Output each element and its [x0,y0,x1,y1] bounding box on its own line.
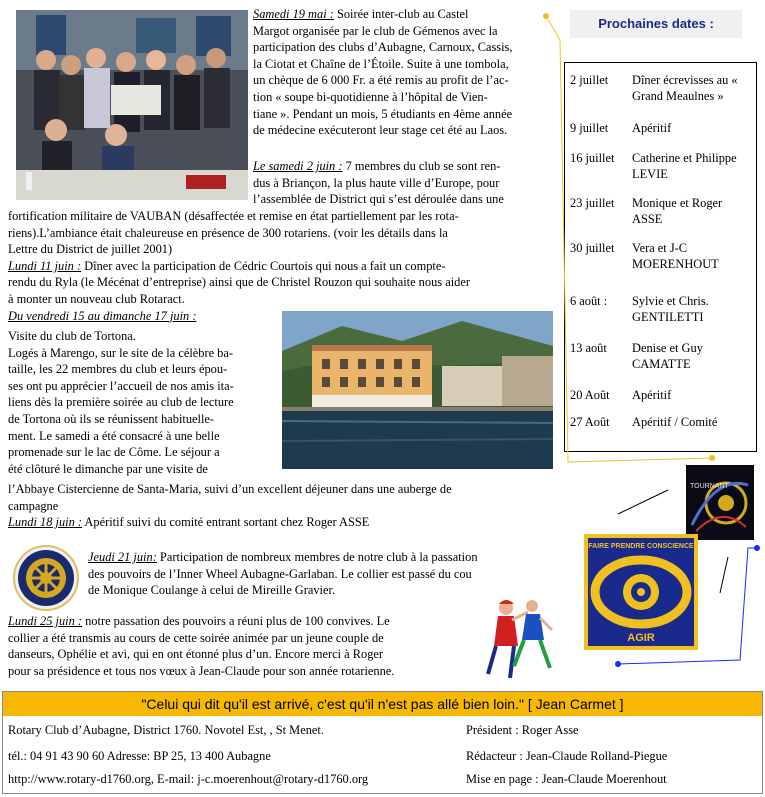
footer-web: http://www.rotary-d1760.org, E-mail: j-c.moerenhout@rotary-d1760.org [8,772,369,786]
quote-banner: "Celui qui dit qu'il est arrivé, c'est qu'il n'est pas allé bien loin." [ Jean Carmet ] [2,691,763,718]
footer-redacteur: Rédacteur : Jean-Claude Rolland-Piegue [466,749,668,763]
agir-logo [584,534,698,650]
article-text: rendu du Ryla (le Mécénat d’entreprise) ainsi que de Christel Rouzon qui souhaite nous aider [8,275,470,290]
schedule-date: 27 Août [570,415,610,429]
article-text: l’Abbaye Cistercienne de Santa-Maria, suivi d’un excellent déjeuner dans une auberge de [8,482,452,496]
article-text: tiane ». Pendant un mois, 5 étudiants en 4ème année [253,106,513,121]
article-text: des pouvoirs de l’Inner Wheel Aubagne-Garlaban. Le collier est passé du cou [88,566,472,581]
article-text: ment. Le samedi a été consacré à une belle [8,428,220,443]
article-text: danseurs, Ophélie et avi, qui en ont étonné plus d’un. Encore merci à Roger [8,647,384,662]
schedule-date: 9 juillet [570,121,609,135]
article-text: pour sa présidence et tous nos vœux à Jean-Claude pour son année rotarienne. [8,663,395,678]
article-date: Lundi 18 juin : [8,515,83,530]
schedule-title: Prochaines dates : [570,10,742,38]
article-text: de Tortona où ils se réunissent habituelle- [8,411,215,426]
article-text: un chèque de 6 000 Fr. a été remis au profit de l’ac- [253,73,509,88]
article-text: Apéritif suivi du comité entrant sortant chez Roger ASSE [82,515,370,530]
tournant-logo [686,465,754,540]
agir-logo-top-text: FAIRE PRENDRE CONSCIENCE [588,543,694,550]
article-text: participation des clubs d’Aubagne, Carnoux, Cassis, [253,40,513,55]
schedule-date: 20 Août [570,388,610,402]
schedule-date: 6 août : [570,294,608,308]
article-text: Margot organisée par le club de Gémenos avec la [253,23,498,38]
article-text: été clôturé le dimanche par une visite de [8,461,208,476]
article-text: l’assemblée de District qui s’est déroulée dans une [253,192,504,207]
schedule-event: Sylvie et Chris. GENTILETTI [632,294,709,324]
article-text: campagne [8,498,59,513]
article-text: ses ont pu apprécier l’accueil de nos amis ita- [8,378,234,393]
schedule-date: 16 juillet [570,151,615,165]
article-text: dus à Briançon, la plus haute ville d’Europe, pour [253,175,500,190]
article-text: Soirée inter-club au Castel [333,7,469,21]
footer-president: Président : Roger Asse [466,723,579,737]
article-text: promenade sur le lac de Côme. Le séjour a [8,445,220,460]
article-text: Participation de nombreux membres de notre club à la passation [156,550,478,564]
article-text: fortification militaire de VAUBAN (désaffectée et remise en état partiellement par les rota- [8,209,459,223]
article-text: Lettre du District de juillet 2001) [8,242,173,257]
article-date: Lundi 11 juin : [8,258,82,273]
article-text: 7 membres du club se sont ren- [342,159,501,173]
article-text: à monter un nouveau club Rotaract. [8,291,185,306]
article-text: riens).L’ambiance était chaleureuse en présence de 300 rotariens. (voir les détails dans la [8,225,448,240]
schedule-event: Denise et Guy CAMATTE [632,341,703,371]
schedule-date: 23 juillet [570,196,615,210]
schedule-event: Apéritif / Comité [632,415,718,429]
agir-logo-bottom-text: AGIR [627,632,655,644]
schedule-date: 13 août [570,341,607,355]
article-date: Jeudi 21 juin: [88,550,157,564]
article-text: de médecine exécuteront leur stage cet été au Laos. [253,123,508,138]
footer-mise-en-page: Mise en page : Jean-Claude Moerenhout [466,772,667,786]
article-date: Du vendredi 15 au dimanche 17 juin : [8,308,197,323]
schedule-event: Catherine et Philippe LEVIE [632,151,737,181]
schedule-event: Monique et Roger ASSE [632,196,723,226]
schedule-date: 30 juillet [570,241,615,255]
article-text: de Monique Coulange à celui de Mireille Gravier. [88,583,336,598]
schedule-event: Dîner écrevisses au « Grand Meaulnes » [632,73,738,103]
footer-contact: tél.: 04 91 43 90 60 Adresse: BP 25, 13 400 Aubagne [8,749,271,763]
article-text: liens dès la première soirée au club de lecture [8,395,234,410]
article-date: Lundi 25 juin : [8,614,83,628]
article-date: Samedi 19 mai : [253,7,334,21]
footer [2,716,763,794]
article-text: tion « soupe bi-quotidienne à l’hôpital de Vien- [253,89,488,104]
article-text: taille, les 22 membres du club et leurs épou- [8,362,228,377]
schedule-event: Vera et J-C MOERENHOUT [632,241,719,271]
article-text: notre passation des pouvoirs a réuni plus de 100 convives. Le [82,614,390,628]
article-text: la Ciotat et Chaîne de l’Étoile. Suite à une tombola, [253,56,509,71]
footer-club: Rotary Club d’Aubagne, District 1760. Novotel Est, , St Menet. [8,723,324,737]
article-text: Dîner avec la participation de Cédric Courtois qui nous a fait un compte- [81,258,446,273]
tournant-logo-text: TOURNANT [690,483,729,490]
schedule-event: Apéritif [632,121,672,135]
schedule-event: Apéritif [632,388,672,402]
article-text: Visite du club de Tortona. [8,329,136,343]
article-text: collier a été transmis au cours de cette soirée animée par un jeune couple de [8,630,384,645]
article-date: Le samedi 2 juin : [253,159,343,173]
article-text: Logés à Marengo, sur le site de la célèbre ba- [8,345,233,360]
schedule-date: 2 juillet [570,73,609,87]
